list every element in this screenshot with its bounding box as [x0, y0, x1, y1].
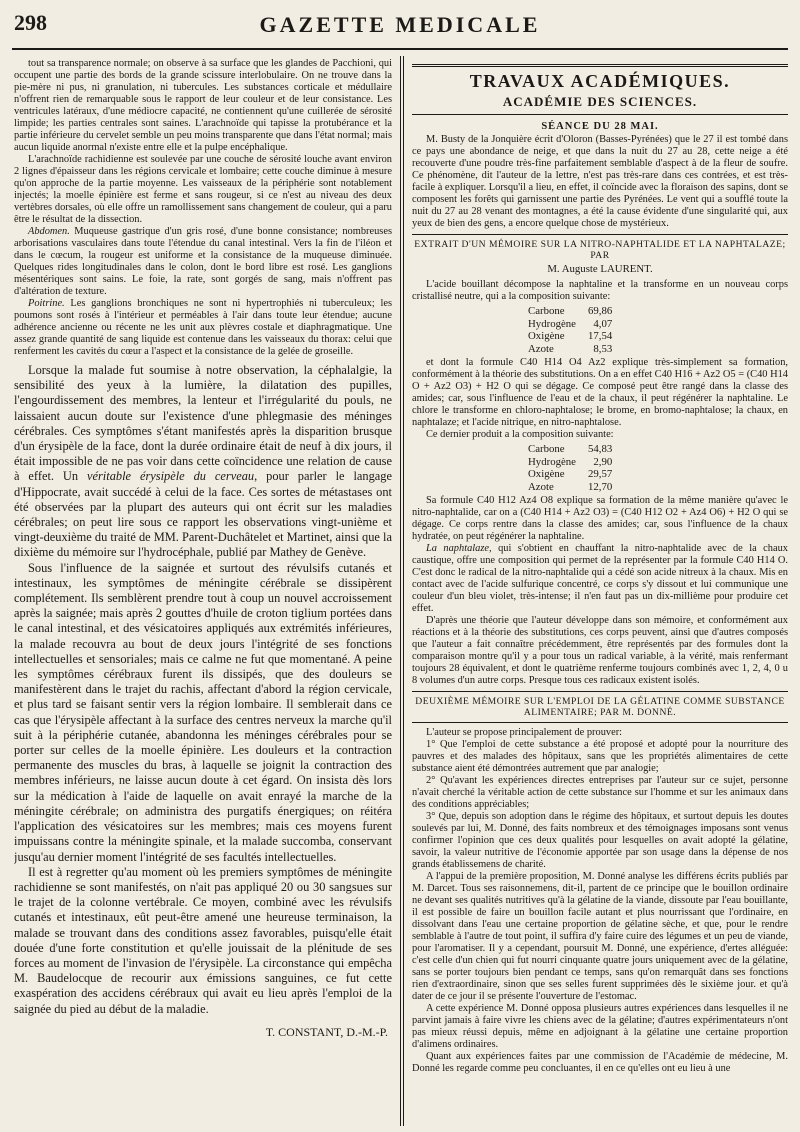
left-column [14, 58, 392, 1123]
header-rule [12, 48, 788, 50]
paragraph: L'acide bouillant décompose la naphtaline et la transforme en un nouveau corps cristallisé neutre, qui a la composition suivante: [412, 279, 788, 302]
paragraph: Ce dernier produit a la composition suivante: [426, 429, 614, 440]
composition-table [522, 305, 618, 355]
table-row: Carbone 69,86 [528, 305, 613, 317]
paragraph-body: Muqueuse gastrique d'un gris rosé, d'une bonne consistance; nombreuses arborisations vasculaires dans toute l'étendue du canal intestinal. Vers la fin de l'iléon et dans le cœcum, la rougeur est uniforme et la consistance de la muqueuse diminuée. Quelques rides longitudinales dans le colon, dont le bord libre est rosé. Les ganglions mésentériques sont sains. Le foie, la rate, sont gorgés de sang, mais n'offrent pas d'altération de texture. [14, 226, 392, 297]
table-row: Carbone 54,83 [528, 443, 613, 455]
section-subtitle: ACADÉMIE DES SCIENCES. [502, 94, 698, 109]
paragraph-body: Les ganglions bronchiques ne sont ni hypertrophiés ni tuberculeux; les poumons sont rosés à l'intérieur et perméables à l'air dans toute leur étendue; aucune adhérence ancienne ou récente ne les unit aux plèvres costale et diaphragmatique. Une assez grande quantité de sang liquide est contenue dans les vaisseaux du thorax: celui que renferment les cavités du cœur a l'aspect et la consistance de la gelée de groseille. [14, 298, 392, 357]
table-row: Oxigène 17,54 [528, 330, 613, 342]
table-row: Hydrogène 4,07 [528, 317, 613, 330]
paragraph-poitrine [14, 298, 392, 358]
paragraph: 2° Qu'avant les expériences directes entreprises par l'auteur sur ce sujet, personne n'avait cherché la véritable action de cette substance sur l'homme et sur les animaux dans des conditions appréciables; [412, 775, 788, 810]
table-row: Azote 8,53 [528, 342, 613, 355]
column-divider-inner [403, 56, 404, 1126]
paragraph: Quant aux expériences faites par une commission de l'Académie de médecine, M. Donné les regarde comme peu concluantes, il en ce qu'elles ont eu lieu à une [412, 1051, 788, 1074]
meeting-date: SÉANCE DU 28 MAI. [541, 121, 659, 132]
paragraph: Sa formule C40 H12 Az4 O8 explique sa formation de la même manière qu'avec le nitro-naphtalide, car on a (C40 H14 + Az2 O3) = (C40 H12 O2 + Az4 O6) + H2 O qui se dégage. Ce corps rentre dans la classe des amides; car, sous l'influence de la chaux hydratée, on peut régénérer la naphtaline. [412, 495, 788, 542]
article-author: M. Auguste LAURENT. [547, 263, 653, 275]
paragraph: La naphtalaze, qui s'obtient en chauffant la nitro-naphtalide avec de la chaux caustique, offre une composition qui permet de la représenter par la formule C40 H14 O. C'est donc le radical de la nitro-naphtalide qui a cédé son acide nitreux à la chaux. Mis en contact avec de l'acide sulfurique concentré, ce corps s'y dissout et lui communique une couleur d'un bleu violet, très-intense; il n'en faut pas un dix-millième pour produire cet effet. [412, 543, 788, 614]
paragraph: A l'appui de la première proposition, M. Donné analyse les différens écrits publiés par M. Darcet. Tous ses raisonnemens, dit-il, partent de ce principe que le bouillon ordinaire ne devant ses qualités nutritives qu'à la gélatine de la viande, dissoute par l'eau bouillante, il est possible de faire un bouillon facile autant et plus nourrissant que l'ordinaire, en dissolvant dans l'eau une certaine proportion de gélatine sèche, et que, pour le rendre semblable à l'autre de tout point, il suffira d'y faire cuire des légumes et un peu de viande, pour l'aromatiser. Il y a cependant, poursuit M. Donné, une expérience, d'ertes alléguée: c'est celle d'un chien qui fut nourri cinquante quatre jours uniquement avec de la gélatine, sans se porter toujours bien pendant ce temps, sans qu'on remarquât dans ses fonctions rien d'extraordinaire, sinon que ses selles furent supprimées dès le sixième jour. et qu'à dater de ce jour il se présente l'ouverture de l'estomac. [412, 871, 788, 1002]
right-column [412, 58, 788, 1123]
paragraph: 1° Que l'emploi de cette substance a été proposé et adopté pour la nourriture des pauvres et des malades des hôpitaux, sans que les propriétés alimentaires de cette substance aient été démontrées autrement que par analogie; [412, 739, 788, 774]
author-signature: T. CONSTANT, D.-M.-P. [265, 1024, 388, 1039]
paragraph-lead: Poitrine. [28, 298, 65, 309]
paragraph: L'arachnoïde rachidienne est soulevée par une couche de sérosité louche avant environ 2 lignes d'épaisseur dans les régions cervicale et lombaire; cette couche diminue à mesure qu'on approche de la partie moyenne. Les vaisseaux de la périphérie sont notablement injectés; la moelle épinière est ferme et sans rougeur, si ce n'est au niveau des deux vertèbres dorsales, où elle offre un ramollissement sans changement de couleur, qui a paru être le résultat de la dissection. [14, 154, 392, 225]
paragraph: Lorsque la malade fut soumise à notre observation, la céphalalgie, la sensibilité des yeux à la lumière, la dilatation des pupilles, l'engourdissement des membres, la lenteur et l'irrégularité du pouls, ne laissaient aucun doute sur l'existence d'une phlegmasie des méninges cérébrales. Ces symptômes s'étant manifestés après la disparition brusque d'un érysipèle de la face, dont la durée ordinaire était de neuf à dix jours, il était impossible de ne pas voir dans cette coïncidence une relation de cause à effet. Un véritable érysipèle du cerveau, pour parler le langage d'Hippocrate, avait succédé à celui de la face. Ces sortes de métastases ont été observées par la plupart des auteurs qui ont écrit sur les maladies cérébrales; on peut lire sous ce rapport les observations vingt-unième et vingt-deuxième du traité de MM. Parent-Duchâtelet et Martinet, ainsi que la dixième du mémoire sur l'hydrocéphale, publié par Mathey de Genève. [14, 363, 392, 560]
section-rule [412, 64, 788, 67]
table-row: Hydrogène 2,90 [528, 455, 613, 468]
publication-title: GAZETTE MEDICALE [259, 12, 541, 37]
paragraph: et dont la formule C40 H14 O4 Az2 explique très-simplement sa formation, conformément à la théorie des substitutions. On a en effet C40 H16 + Az2 O5 = (C40 H14 O + Az2 O3) + H2 O qui se dégage. Ce composé peut être rangé dans la classe des amides; car, sous l'influence de l'eau et de la chaux, il peut régénérer la naphtaline. Le chlore le transforme en chloro-naphtalose; le brome, en bromo-naphtalose; la chaux, en naphtalaze; et l'acide nitrique, en nitro-naphtalose. [412, 357, 788, 428]
paragraph-abdomen [14, 226, 392, 298]
paragraph: A cette expérience M. Donné opposa plusieurs autres expériences dans lesquelles il ne parvint jamais à faire vivre les chiens avec de la gélatine; d'autres expérimentateurs n'ont pas mieux réussi depuis, même en adjoignant à la gélatine une certaine proportion d'alimens ordinaires. [412, 1003, 788, 1050]
article-heading: EXTRAIT D'UN MÉMOIRE SUR LA NITRO-NAPHTALIDE ET LA NAPHTALAZE; PAR [414, 239, 786, 261]
paragraph: Il est à regretter qu'au moment où les premiers symptômes de méningite rachidienne se sont manifestés, on n'ait pas appliqué 20 ou 30 sangsues sur le trajet de la colonne vertébrale. Ce moyen, combiné avec les révulsifs cutanés et intestinaux, eût peut-être amené une heureuse terminaison, la malade se trouvant dans des conditions assez favorables, puisqu'elle était douée d'une forte constitution et qu'elle jouissait de la plénitude de ses forces au moment de l'invasion de l'érysipèle. La circonstance qui empêcha M. Baudelocque de recourir aux émissions sanguines, ce fut cette exaspération des accidens cérébraux qui avait eu lieu après l'emploi de la saignée du pied au début de la maladie. [14, 864, 392, 1016]
paragraph: tout sa transparence normale; on observe à sa surface que les glandes de Pacchioni, qui occupent une partie des bords de la grande scissure interlobulaire. On ne trouve dans la pie-mère ni pus, ni granulation, ni tubercules. Les substances corticale et médullaire n'offrent rien de remarquable sous le rapport de leur couleur et de leur consistance. Les ventricules latéraux, d'une médiocre capacité, ne contiennent qu'une cuillerée de sérosité limpide; les parties centrales sont saines. L'arachnoïde qui tapisse la protubérance et la partie inférieure du cervelet semble un peu moins transparente que dans l'état normal; mais aucun liquide anormal n'existe entre elle et la pulpe encéphalique. [14, 58, 392, 153]
paragraph: Sous l'influence de la saignée et surtout des révulsifs cutanés et intestinaux, les symptômes de méningite cérébrale se dissipèrent complétement. Ils semblèrent prendre tout à coup un nouvel accroissement après la saignée; mais après 2 gouttes d'huile de croton tiglium portées dans le canal intestinal, et des vésicatoires appliqués aux extrémités inférieures, la malade recouvra au bout de deux jours l'intégrité de ses fonctions intellectuelles et sensoriales; mais ce calme ne fut que momentané. A peine les symptômes cérébraux furent ils dissipés, que des douleurs se manifestèrent dans le trajet du rachis, affectant d'abord la région cervicale, et plus tard se faisant sentir vers la région lombaire. Il semblerait dans ce cas que l'érysipèle affectant à la surface des centres nerveux la marche qu'il suit à la périphérie cutanée, abandonna les méninges cérébrales pour se porter sur celles de la moelle épinière. Les douleurs et la contraction permanente des muscles du bras, à laquelle se joignit la contraction des membres inférieurs, ne laisse aucun doute à cet égard. On insista dès lors sur la médication à l'aide de laquelle on avait enrayé la marche de la méningite cérébrale; on administra des purgatifs énergiques; on réitéra l'application des vésicatoires sur les membres; mais ces moyens furent impuissans contre la méningite spinale, et la malade succomba, conservant jusqu'au dernier moment l'intégrité de ses facultés intellectuelles. [14, 560, 392, 864]
paragraph: L'auteur se propose principalement de prouver: [426, 727, 623, 738]
page-header [0, 0, 800, 46]
article-heading: DEUXIÈME MÉMOIRE SUR L'EMPLOI DE LA GÉLATINE COMME SUBSTANCE ALIMENTAIRE; PAR M. DONNÉ. [415, 696, 785, 718]
paragraph-lead: Abdomen. [28, 226, 70, 237]
table-row: Azote 12,70 [528, 480, 613, 493]
composition-table [522, 443, 618, 493]
section-title: TRAVAUX ACADÉMIQUES. [469, 71, 731, 91]
paragraph: 3° Que, depuis son adoption dans le régime des hôpitaux, et surtout depuis les doutes soulevés par lui, M. Donné, des faits nombreux et des témoignages imposans sont venus confirmer l'opinion que ces deux qualités pour lesquelles on avait adopté la gélatine, savoir, la valeur nutritive de l'économie apportée par son usage dans la dépense de nos grands établissemens de charité. [412, 811, 788, 870]
page-number: 298 [14, 10, 47, 35]
column-divider [400, 56, 401, 1126]
table-row: Oxigène 29,57 [528, 468, 613, 480]
paragraph: D'après une théorie que l'auteur développe dans son mémoire, et conformément aux réactions et à la théorie des substitutions, ces corps peuvent, ainsi que d'autres composés que l'auteur a fait connaître précédemment, être représentés par des formules dont la comparaison montre qu'il y a pour tous un radical variable, à la vérité, mais renfermant toujours 28 équivalent, et dont le quatrième renferme toujours combinés avec 1, 2, 4, 0 u 8 volumes d'un autre corps. Presque tous ces radicaux existent isolés. [412, 615, 788, 686]
paragraph: M. Busty de la Jonquière écrit d'Oloron (Basses-Pyrénées) que le 27 il est tombé dans ce pays une abondance de neige, et que dans la nuit du 27 au 28, cette neige a été recouverte d'une poudre très-fine parfaitement semblable d'aspect à de la fleur de soufre. Ce phénomène, dit l'auteur de la lettre, n'est pas très-rare dans ces contrées, et est très-facile à expliquer. Lorsqu'il a lieu, en effet, il coïncide avec la floraison des sapins, dont se composent les forêts qui garnissent une partie des Pyrénées. Le vent qui a soufflé toute la nuit du 27 au 28 venant des montagnes, a été la cause évidente d'une singularité qui, aux yeux de bien des gens, a encore quelque chose de mystérieux. [412, 134, 788, 229]
